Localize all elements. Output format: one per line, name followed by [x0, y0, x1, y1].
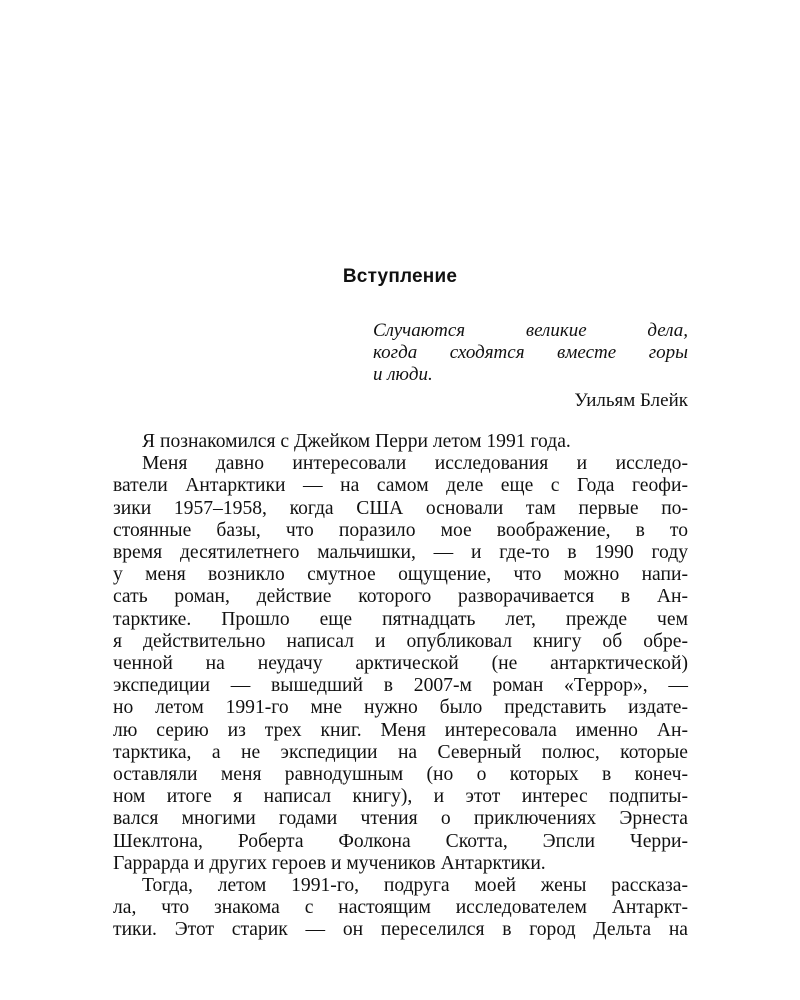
paragraph-line: тарктика, а не экспедиции на Северный полюс, которые — [113, 741, 688, 763]
paragraph-line: вался многими годами чтения о приключениях Эрнеста — [113, 808, 688, 830]
paragraph-line: Шеклтона, Роберта Фолкона Скотта, Эпсли Черри- — [113, 830, 688, 852]
paragraph-line: тики. Этот старик — он переселился в город Дельта на — [113, 919, 688, 941]
paragraph-line: ном итоге я написал книгу), и этот интерес подпиты- — [113, 786, 688, 808]
paragraph-line: тарктике. Прошло еще пятнадцать лет, прежде чем — [113, 608, 688, 630]
paragraph-line: ла, что знакома с настоящим исследователем Антаркт- — [113, 897, 688, 919]
paragraph-line: ченной на неудачу арктической (не антарктической) — [113, 653, 688, 675]
paragraph-line: сать роман, действие которого разворачивается в Ан- — [113, 586, 688, 608]
epigraph-line: когда сходятся вместе горы — [373, 342, 688, 363]
paragraph-line: время десятилетнего мальчишки, — и где-то в 1990 году — [113, 542, 688, 564]
paragraph-line: лю серию из трех книг. Меня интересовала именно Ан- — [113, 719, 688, 741]
paragraph-line: стоянные базы, что поразило мое воображение, в то — [113, 519, 688, 541]
paragraph-line: экспедиции — вышедший в 2007-м роман «Террор», — — [113, 675, 688, 697]
paragraph-line: но летом 1991-го мне нужно было представить издате- — [113, 697, 688, 719]
paragraph-line: Гаррарда и других героев и мучеников Антарктики. — [113, 852, 546, 874]
paragraph-line: ватели Антарктики — на самом деле еще с Года геофи- — [113, 475, 688, 497]
paragraph-line: Я познакомился с Джейком Перри летом 1991 года. — [142, 431, 571, 452]
body-text — [113, 431, 688, 942]
epigraph — [373, 320, 688, 412]
paragraph-line: оставляли меня равнодушным (но о которых в конеч- — [113, 764, 688, 786]
paragraph-line: Меня давно интересовали исследования и исследо- — [142, 453, 688, 475]
paragraph-line: я действительно написал и опубликовал книгу об обре- — [113, 630, 688, 652]
paragraph-line: у меня возникло смутное ощущение, что можно напи- — [113, 564, 688, 586]
epigraph-line: Случаются великие дела, — [373, 320, 688, 341]
paragraph-line: Тогда, летом 1991-го, подруга моей жены рассказа- — [142, 875, 688, 897]
epigraph-author: Уильям Блейк — [574, 390, 688, 411]
epigraph-line: и люди. — [373, 364, 433, 385]
paragraph-line: зики 1957–1958, когда США основали там первые по- — [113, 497, 688, 519]
chapter-title: Вступление — [342, 266, 458, 287]
